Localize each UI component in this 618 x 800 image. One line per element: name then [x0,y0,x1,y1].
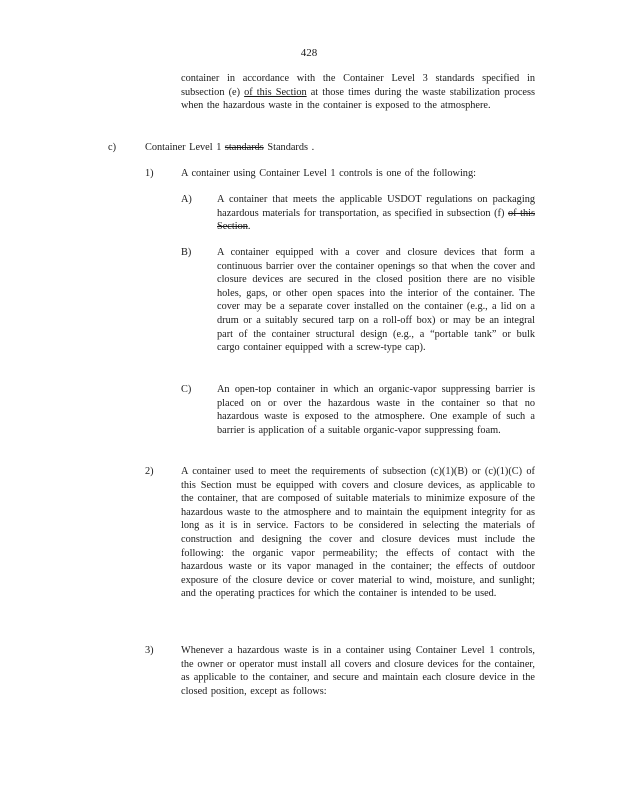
heading-period: . [311,142,315,153]
item-3-marker: 3) [145,645,154,656]
continuation-text-after: at those times during the waste stabilization process when the hazardous waste in the container is exposed to the atmosphere. [181,86,536,112]
continuation-text-before: container in accordance with the Container Level 3 standards specified in subsection (e) [181,73,535,98]
item-1A-text-after: . [247,221,251,233]
heading-text: Container Level 1 [145,142,225,153]
page-number: 428 [300,47,318,59]
item-1-text: A container using Container Level 1 controls is one of the following: [181,168,476,179]
continuation-paragraph [181,72,535,113]
item-1C-text: An open-top container in which an organic-vapor suppressing barrier is placed on or over the hazardous waste in the container so that no hazardous waste is exposed to the atmosphere. One example of such a barrier is application of a suitable organic-vapor suppressing foam. [217,384,535,436]
item-1A-text-before: A container that meets the applicable USDOT regulations on packaging hazardous materials for transportation, as specified in subsection (f) [217,194,535,219]
underlined-reference: of this Section [244,86,307,98]
heading-struck-text: standards [224,142,264,153]
item-1B-text: A container equipped with a cover and closure devices that form a continuous barrier over the container openings so that when the cover and closure devices are secured in the closed position there are no visible holes, gaps, or other open spaces into the interior of the container. The cover may be a separate cover installed on the container (e.g., a lid on a drum or a suitably secured tarp on a roll-off box) or may be an integral part of the container structural design (e.g., a “portable tank” or bulk cargo container equipped with a screw-type cap). [217,247,535,354]
item-3-text: Whenever a hazardous waste is in a container using Container Level 1 controls, the owner or operator must install all covers and closure devices for the container, as applicable to the container, and secure and maintain each closure device in the closed position, except as follows: [181,645,535,697]
item-2-text: A container used to meet the requirements of subsection (c)(1)(B) or (c)(1)(C) of this Section must be equipped with covers and closure devices, as applicable to the container, that are composed of suitable materials to minimize exposure of the hazardous waste to the atmosphere and to maintain the equipment integrity for as long as it is in service. Factors to be considered in selecting the materials of construction and designing the cover and closure devices must include the following: the organic vapor permeability; the effects of contact with the hazardous waste or its vapor managed in the container; the effects of outdoor exposure of the closure device or cover material to wind, moisture, and sunlight; and the operating practices for which the container is intended to be used. [181,466,535,600]
item-1C-marker: C) [181,384,192,395]
section-c-marker: c) [108,142,116,153]
item-1A-marker: A) [181,194,192,205]
item-1B-marker: B) [181,247,192,258]
item-1A-text [217,193,535,234]
item-2-marker: 2) [145,466,154,477]
section-c-heading [145,141,445,155]
heading-new-text: Standards [267,142,308,153]
item-1A-struck-text: of this Section [217,207,536,233]
item-1-marker: 1) [145,168,154,179]
